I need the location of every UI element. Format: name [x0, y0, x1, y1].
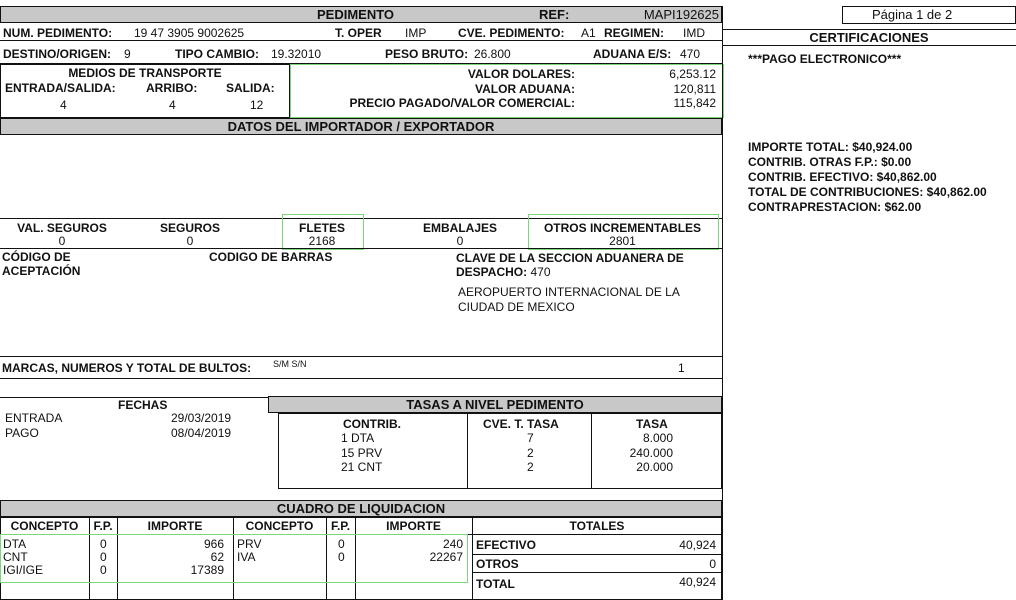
ref-value: MAPI192625	[643, 7, 719, 22]
val-seguros-value: 0	[58, 234, 66, 248]
cve-pedimento-label: CVE. PEDIMENTO:	[458, 26, 565, 40]
document-title: PEDIMENTO	[317, 7, 395, 22]
liq-row-concepto: IVA	[237, 550, 256, 564]
tasas-row-tasa: 240.000	[629, 446, 673, 460]
fechas-title: FECHAS	[118, 398, 168, 412]
precio-pagado-label: PRECIO PAGADO/VALOR COMERCIAL:	[349, 96, 575, 110]
fecha-pago-value: 08/04/2019	[171, 426, 232, 440]
salida-label: SALIDA:	[226, 81, 275, 95]
contraprestacion-line: CONTRAPRESTACION: $62.00	[748, 200, 922, 214]
fecha-entrada-label: ENTRADA	[5, 411, 63, 425]
importe-total-line: IMPORTE TOTAL: $40,924.00	[748, 140, 913, 154]
tasas-row-contrib: 21 CNT	[341, 460, 383, 474]
tasas-row-tasa: 20.000	[636, 460, 673, 474]
divider	[472, 554, 722, 555]
liq-row-concepto: PRV	[237, 537, 262, 551]
liq-col-importe: IMPORTE	[386, 519, 441, 533]
otros-incrementables-value: 2801	[609, 234, 636, 248]
divider	[0, 356, 722, 357]
marcas-value: S/M S/N	[273, 359, 307, 369]
fecha-entrada-value: 29/03/2019	[171, 411, 232, 425]
otros-value: 0	[709, 557, 716, 571]
otros-incrementables-label: OTROS INCREMENTABLES	[543, 221, 702, 235]
divider	[0, 248, 722, 249]
tipo-cambio-label: TIPO CAMBIO:	[175, 47, 259, 61]
valor-dolares-label: VALOR DOLARES:	[467, 67, 575, 81]
liq-col-importe: IMPORTE	[147, 519, 203, 533]
liq-row-concepto: CNT	[3, 550, 28, 564]
tasas-col-contrib: CONTRIB.	[343, 417, 401, 431]
liq-row-fp: 0	[100, 563, 107, 577]
liq-col-fp: F.P.	[93, 519, 113, 533]
regimen-value: IMD	[683, 26, 705, 40]
entrada-salida-value: 4	[60, 98, 67, 112]
valor-dolares-value: 6,253.12	[669, 67, 716, 81]
valor-aduana-label: VALOR ADUANA:	[475, 82, 575, 96]
liq-row-fp: 0	[100, 550, 107, 564]
liq-row-importe: 240	[442, 537, 463, 551]
transporte-title: MEDIOS DE TRANSPORTE	[68, 66, 222, 80]
liq-row-fp: 0	[100, 537, 107, 551]
liq-row-importe: 17389	[190, 563, 224, 577]
fletes-label: FLETES	[298, 221, 345, 235]
liquidacion-highlight	[0, 534, 468, 583]
arribo-value: 4	[169, 98, 176, 112]
pago-electronico: ***PAGO ELECTRONICO***	[748, 52, 902, 66]
ref-label: REF:	[539, 7, 570, 22]
valor-aduana-value: 120,811	[673, 82, 716, 96]
total-label: TOTAL	[476, 577, 515, 591]
divider	[0, 397, 268, 398]
certificaciones-lines	[748, 140, 987, 215]
num-pedimento-value: 19 47 3905 9002625	[134, 26, 245, 40]
liq-col-concepto: CONCEPTO	[10, 519, 79, 533]
clave-seccion-label	[456, 251, 696, 279]
seguros-value: 0	[186, 234, 194, 248]
precio-pagado-value: 115,842	[673, 96, 716, 110]
clave-seccion-text: CLAVE DE LA SECCION ADUANERA DE DESPACHO:	[456, 251, 684, 279]
marcas-label: MARCAS, NUMEROS Y TOTAL DE BULTOS:	[2, 361, 252, 375]
importador-header: DATOS DEL IMPORTADOR / EXPORTADOR	[0, 118, 722, 135]
divider	[467, 413, 468, 489]
val-seguros-label: VAL. SEGUROS	[17, 221, 107, 235]
tipo-cambio-value: 19.32010	[271, 47, 322, 61]
liquidacion-header: CUADRO DE LIQUIDACION	[0, 500, 722, 517]
t-oper-value: IMP	[405, 26, 427, 40]
liq-row-fp: 0	[338, 550, 345, 564]
tasas-row-contrib: 1 DTA	[341, 431, 375, 445]
tasas-row-contrib: 15 PRV	[341, 446, 383, 460]
liq-col-concepto: CONCEPTO	[245, 519, 314, 533]
embalajes-label: EMBALAJES	[422, 221, 497, 235]
certificaciones-header: CERTIFICACIONES	[722, 29, 1016, 46]
seccion-name: AEROPUERTO INTERNACIONAL DE LA CIUDAD DE MEXICO	[458, 285, 680, 314]
salida-value: 12	[250, 98, 264, 112]
divider	[0, 40, 722, 41]
marcas-total: 1	[678, 361, 685, 375]
aduana-label: ADUANA E/S:	[593, 47, 672, 61]
contrib-otras-line: CONTRIB. OTRAS F.P.: $0.00	[748, 155, 912, 169]
num-pedimento-label: NUM. PEDIMENTO:	[3, 26, 113, 40]
liq-row-importe: 22267	[429, 550, 463, 564]
seguros-label: SEGUROS	[159, 221, 220, 235]
divider	[472, 572, 722, 573]
tasas-header: TASAS A NIVEL PEDIMENTO	[268, 396, 722, 413]
tasas-row-cve: 7	[527, 431, 534, 445]
fecha-pago-label: PAGO	[5, 426, 39, 440]
tasas-row-tasa: 8.000	[642, 431, 673, 445]
liq-row-importe: 62	[210, 550, 224, 564]
t-oper-label: T. OPER	[335, 26, 382, 40]
liq-row-importe: 966	[203, 537, 224, 551]
divider	[0, 378, 722, 379]
total-value: 40,924	[679, 575, 716, 589]
tasas-row-cve: 2	[527, 446, 534, 460]
liq-row-concepto: DTA	[3, 537, 27, 551]
clave-seccion-value: 470	[530, 265, 551, 279]
page-indicator-box	[842, 6, 1016, 24]
codigo-barras-label: CODIGO DE BARRAS	[209, 250, 333, 264]
peso-bruto-label: PESO BRUTO:	[385, 47, 469, 61]
entrada-salida-label: ENTRADA/SALIDA:	[5, 81, 116, 95]
liq-row-concepto: IGI/IGE	[3, 563, 44, 577]
divider	[722, 6, 723, 600]
efectivo-label: EFECTIVO	[476, 538, 537, 552]
destino-label: DESTINO/ORIGEN:	[3, 47, 112, 61]
peso-bruto-value: 26.800	[474, 47, 511, 61]
tasas-col-cve: CVE. T. TASA	[483, 417, 559, 431]
codigo-aceptacion-label: CÓDIGO DE ACEPTACIÓN	[2, 250, 81, 278]
tasas-row-cve: 2	[527, 460, 534, 474]
totales-title: TOTALES	[569, 519, 625, 533]
destino-value: 9	[124, 47, 131, 61]
header-bar	[0, 6, 722, 23]
embalajes-value: 0	[456, 234, 464, 248]
page-indicator: Página 1 de 2	[872, 7, 953, 22]
liq-col-fp: F.P.	[330, 519, 351, 533]
cve-pedimento-value: A1	[581, 26, 596, 40]
aduana-value: 470	[680, 47, 701, 61]
total-contribuciones-line: TOTAL DE CONTRIBUCIONES: $40,862.00	[748, 185, 987, 199]
efectivo-value: 40,924	[679, 538, 716, 552]
tasas-col-tasa: TASA	[636, 417, 668, 431]
arribo-label: ARRIBO:	[146, 81, 198, 95]
fletes-value: 2168	[308, 234, 336, 248]
contrib-efectivo-line: CONTRIB. EFECTIVO: $40,862.00	[748, 170, 937, 184]
divider	[591, 413, 592, 489]
liq-row-fp: 0	[338, 537, 345, 551]
regimen-label: REGIMEN:	[604, 26, 664, 40]
otros-label: OTROS	[476, 557, 519, 571]
